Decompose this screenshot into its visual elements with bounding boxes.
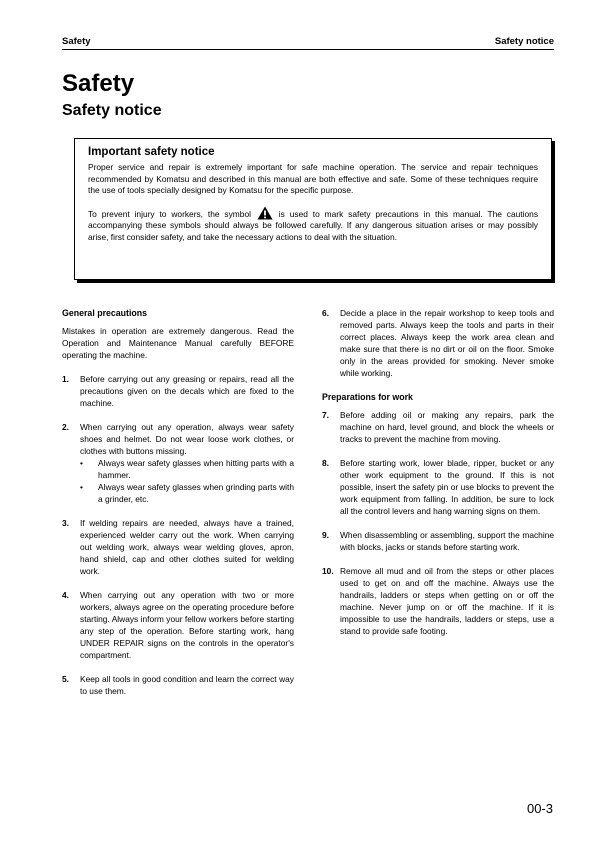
item-text: Keep all tools in good condition and learn the correct way to use them. bbox=[80, 674, 294, 696]
running-header bbox=[62, 36, 554, 50]
item-text: When carrying out any operation with two or more workers, always agree on the operating procedure before starting. Always inform your fellow workers before starting any step of the operation. Before starting work, hang UNDER REPAIR signs on the controls in the operator's compartment. bbox=[80, 590, 294, 660]
header-left: Safety bbox=[62, 36, 91, 47]
item-number: 10. bbox=[322, 566, 334, 576]
bullet-item: • Always wear safety glasses when grinding parts with a grinder, etc. bbox=[80, 481, 294, 505]
item-text: Before carrying out any greasing or repairs, read all the precautions given on the decals which are fixed to the machine. bbox=[80, 374, 294, 408]
item-text: Remove all mud and oil from the steps or other places used to get on and off the machine. Always use the handrails, ladders or steps when getting on or off the machine. Never jump on or off the machine. If it is impossible to use the handrails, ladders or steps, use a stand to provide safe footing. bbox=[340, 566, 554, 636]
notice-heading: Important safety notice bbox=[88, 146, 215, 158]
general-precautions-intro: Mistakes in operation are extremely dangerous. Read the Operation and Maintenance Manual carefully BEFORE operating the machine. bbox=[62, 326, 294, 360]
precaution-item-10 bbox=[322, 565, 554, 637]
left-column bbox=[62, 307, 294, 709]
item-number: 6. bbox=[322, 308, 329, 318]
item-number: 9. bbox=[322, 530, 329, 540]
notice-paragraph-2 bbox=[88, 206, 538, 244]
precaution-item-7 bbox=[322, 409, 554, 445]
precaution-item-8 bbox=[322, 457, 554, 517]
precaution-item-9 bbox=[322, 529, 554, 553]
item-text: When disassembling or assembling, support the machine with blocks, jacks or stands before starting work. bbox=[340, 530, 554, 552]
item-text: Decide a place in the repair workshop to keep tools and removed parts. Always keep the tools and parts in their correct places. Always keep the work area clean and make sure that there is no dirt or oil on the floor. Smoke only in the areas provided for smoking. Never smoke while working. bbox=[340, 308, 554, 378]
warning-triangle-icon bbox=[257, 206, 273, 220]
item-text: If welding repairs are needed, always have a trained, experienced welder carry out the work. When carrying out welding work, always wear welding gloves, apron, hand shield, cap and other clothes suited for welding work. bbox=[80, 518, 294, 576]
item-number: 4. bbox=[62, 590, 69, 600]
page-title: Safety bbox=[62, 70, 135, 97]
precaution-item-2 bbox=[62, 421, 294, 505]
notice-paragraph-1: Proper service and repair is extremely important for safe machine operation. The service and repair techniques recommended by Komatsu and described in this manual are both effective and safe. Some of these techniques require the use of tools specially designed by Komatsu for the specific purpose. bbox=[88, 162, 538, 195]
item-text: Before starting work, lower blade, ripper, bucket or any other work equipment to the ground. If this is not possible, insert the safety pin or use blocks to prevent the work equipment from falling. In addition, be sure to lock all the control levers and hang warning signs on them. bbox=[340, 458, 554, 516]
item-number: 1. bbox=[62, 374, 69, 384]
item-number: 7. bbox=[322, 410, 329, 420]
right-column bbox=[322, 307, 554, 649]
item-number: 3. bbox=[62, 518, 69, 528]
precaution-item-3 bbox=[62, 517, 294, 577]
item-text: Before adding oil or making any repairs, park the machine on hard, level ground, and block the wheels or tracks to prevent the machine from moving. bbox=[340, 410, 554, 444]
general-precautions-heading: General precautions bbox=[62, 308, 148, 318]
item-number: 2. bbox=[62, 422, 69, 432]
important-safety-notice-box bbox=[74, 138, 552, 280]
precaution-item-4 bbox=[62, 589, 294, 661]
header-right: Safety notice bbox=[494, 36, 554, 47]
precaution-item-1 bbox=[62, 373, 294, 409]
page-subtitle: Safety notice bbox=[62, 102, 162, 119]
precaution-item-5 bbox=[62, 673, 294, 697]
bullet-item: • Always wear safety glasses when hitting parts with a hammer. bbox=[80, 457, 294, 481]
item-number: 5. bbox=[62, 674, 69, 684]
item-number: 8. bbox=[322, 458, 329, 468]
page-number: 00-3 bbox=[526, 801, 553, 816]
notice-paragraph-2-end: is used to mark safety precautions in this manual. The cautions accompanying these symbols should always be followed carefully. If any dangerous situation arises or may possibly arise, first consider safety, and take the necessary actions to deal with the situation. bbox=[88, 208, 539, 242]
bullet-list bbox=[80, 457, 294, 505]
preparations-heading: Preparations for work bbox=[322, 392, 413, 402]
notice-paragraph-2-start: To prevent injury to workers, the symbol bbox=[88, 208, 251, 219]
item-text: When carrying out any operation, always wear safety shoes and helmet. Do not wear loose work clothes, or clothes with buttons missing. bbox=[80, 422, 294, 456]
precaution-item-6 bbox=[322, 307, 554, 379]
